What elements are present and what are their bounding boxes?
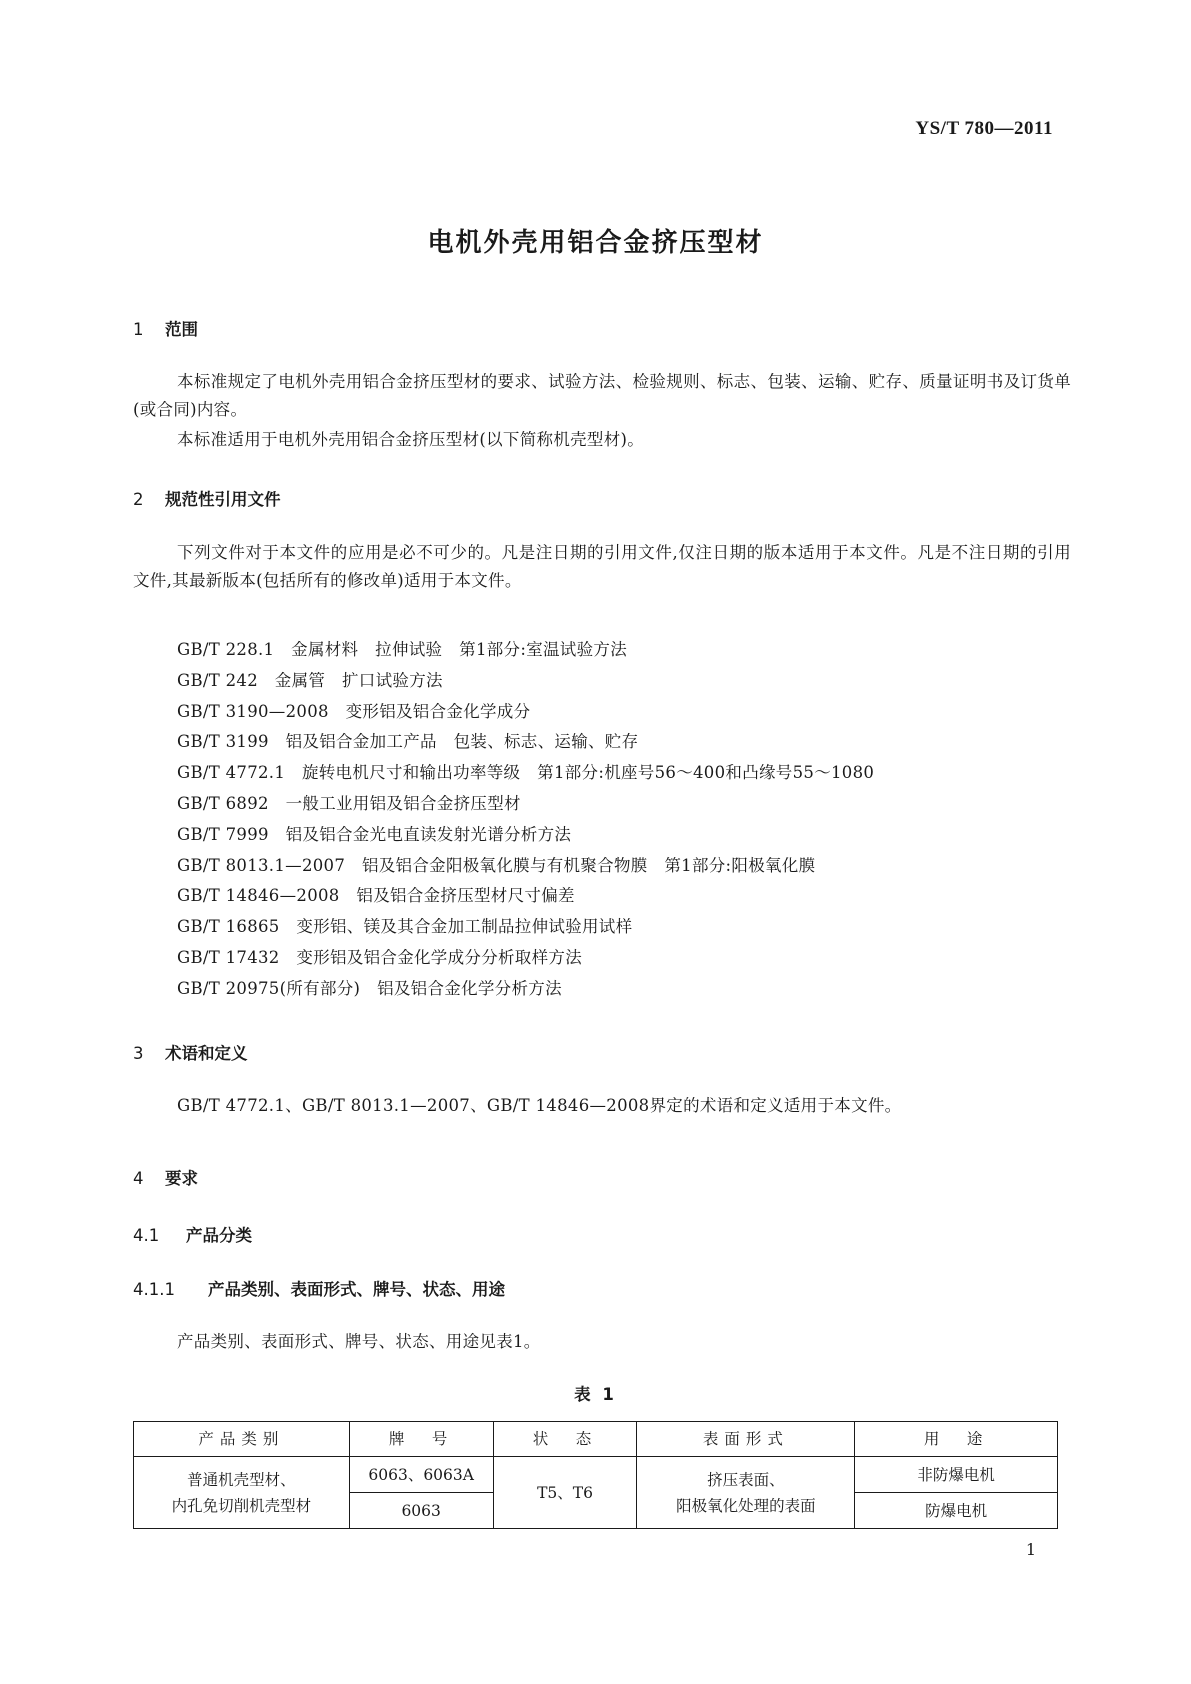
document-code: YS/T 780—2011 bbox=[915, 118, 1053, 139]
document-title: 电机外壳用铝合金挤压型材 bbox=[427, 228, 764, 258]
section-4-1-1-title: 产品类别、表面形式、牌号、状态、用途 bbox=[208, 1280, 505, 1299]
reference-item: GB/T 8013.1—2007 铝及铝合金阳极氧化膜与有机聚合物膜 第1部分:阳极氧化膜 bbox=[177, 855, 816, 875]
table-1 bbox=[133, 1421, 1058, 1529]
section-4-1-title: 产品分类 bbox=[186, 1226, 252, 1245]
section-4-title: 要求 bbox=[165, 1169, 198, 1188]
page-number: 1 bbox=[1025, 1540, 1036, 1559]
header-surface: 表面形式 bbox=[637, 1422, 855, 1457]
table-row bbox=[134, 1457, 1058, 1493]
cell-grade-1: 6063、6063A bbox=[349, 1457, 493, 1493]
cell-surface bbox=[637, 1457, 855, 1529]
cell-surface-line-1: 挤压表面、 bbox=[707, 1470, 785, 1489]
reference-item: GB/T 6892 一般工业用铝及铝合金挤压型材 bbox=[177, 793, 521, 813]
reference-item: GB/T 4772.1 旋转电机尺寸和输出功率等级 第1部分:机座号56～400和凸缘号55～1080 bbox=[177, 763, 875, 783]
table-1-caption: 表 1 bbox=[574, 1385, 617, 1404]
section-2-intro: 下列文件对于本文件的应用是必不可少的。凡是注日期的引用文件,仅注日期的版本适用于本文件。凡是不注日期的引用文件,其最新版本(包括所有的修改单)适用于本文件。 bbox=[133, 543, 1071, 590]
reference-item: GB/T 17432 变形铝及铝合金化学成分分析取样方法 bbox=[177, 947, 583, 967]
section-3-number: 3 bbox=[133, 1044, 144, 1063]
reference-item: GB/T 3190—2008 变形铝及铝合金化学成分 bbox=[177, 701, 531, 721]
reference-item: GB/T 7999 铝及铝合金光电直读发射光谱分析方法 bbox=[177, 824, 572, 844]
reference-item: GB/T 242 金属管 扩口试验方法 bbox=[177, 670, 443, 690]
header-temper: 状 态 bbox=[493, 1422, 637, 1457]
section-4-1-1-number: 4.1.1 bbox=[133, 1280, 175, 1299]
section-4-1-1-paragraph: 产品类别、表面形式、牌号、状态、用途见表1。 bbox=[177, 1332, 541, 1351]
cell-grade-2: 6063 bbox=[349, 1493, 493, 1529]
section-1-title: 范围 bbox=[165, 320, 198, 339]
section-4-1-1-heading bbox=[133, 1276, 505, 1300]
cell-category-line-2: 内孔免切削机壳型材 bbox=[171, 1496, 312, 1515]
section-3-title: 术语和定义 bbox=[165, 1044, 248, 1063]
section-1-heading bbox=[133, 316, 198, 340]
table-header-row bbox=[134, 1422, 1058, 1457]
cell-use-2: 防爆电机 bbox=[855, 1493, 1058, 1529]
header-category: 产品类别 bbox=[134, 1422, 350, 1457]
cell-category bbox=[134, 1457, 350, 1529]
section-4-number: 4 bbox=[133, 1169, 144, 1188]
reference-item: GB/T 20975(所有部分) 铝及铝合金化学分析方法 bbox=[177, 978, 562, 998]
section-4-1-heading bbox=[133, 1222, 252, 1246]
section-1-number: 1 bbox=[133, 320, 144, 339]
reference-item: GB/T 16865 变形铝、镁及其合金加工制品拉伸试验用试样 bbox=[177, 917, 633, 937]
section-2-heading bbox=[133, 486, 281, 510]
reference-list bbox=[177, 636, 874, 1006]
cell-temper: T5、T6 bbox=[493, 1457, 637, 1529]
section-1-paragraph-1: 本标准规定了电机外壳用铝合金挤压型材的要求、试验方法、检验规则、标志、包装、运输、贮存、质量证明书及订货单(或合同)内容。 bbox=[133, 372, 1071, 419]
section-4-1-number: 4.1 bbox=[133, 1226, 160, 1245]
cell-category-line-1: 普通机壳型材、 bbox=[187, 1470, 296, 1489]
section-3-paragraph: GB/T 4772.1、GB/T 8013.1—2007、GB/T 14846—2008界定的术语和定义适用于本文件。 bbox=[177, 1096, 902, 1115]
header-use: 用 途 bbox=[855, 1422, 1058, 1457]
section-3-heading bbox=[133, 1040, 248, 1064]
header-grade: 牌 号 bbox=[349, 1422, 493, 1457]
section-2-number: 2 bbox=[133, 490, 144, 509]
reference-item: GB/T 14846—2008 铝及铝合金挤压型材尺寸偏差 bbox=[177, 886, 575, 906]
cell-use-1: 非防爆电机 bbox=[855, 1457, 1058, 1493]
reference-item: GB/T 3199 铝及铝合金加工产品 包装、标志、运输、贮存 bbox=[177, 732, 639, 752]
cell-surface-line-2: 阳极氧化处理的表面 bbox=[676, 1496, 816, 1515]
section-2-title: 规范性引用文件 bbox=[165, 490, 281, 509]
section-1-paragraph-2: 本标准适用于电机外壳用铝合金挤压型材(以下简称机壳型材)。 bbox=[177, 430, 645, 449]
section-4-heading bbox=[133, 1165, 198, 1189]
reference-item: GB/T 228.1 金属材料 拉伸试验 第1部分:室温试验方法 bbox=[177, 640, 628, 659]
